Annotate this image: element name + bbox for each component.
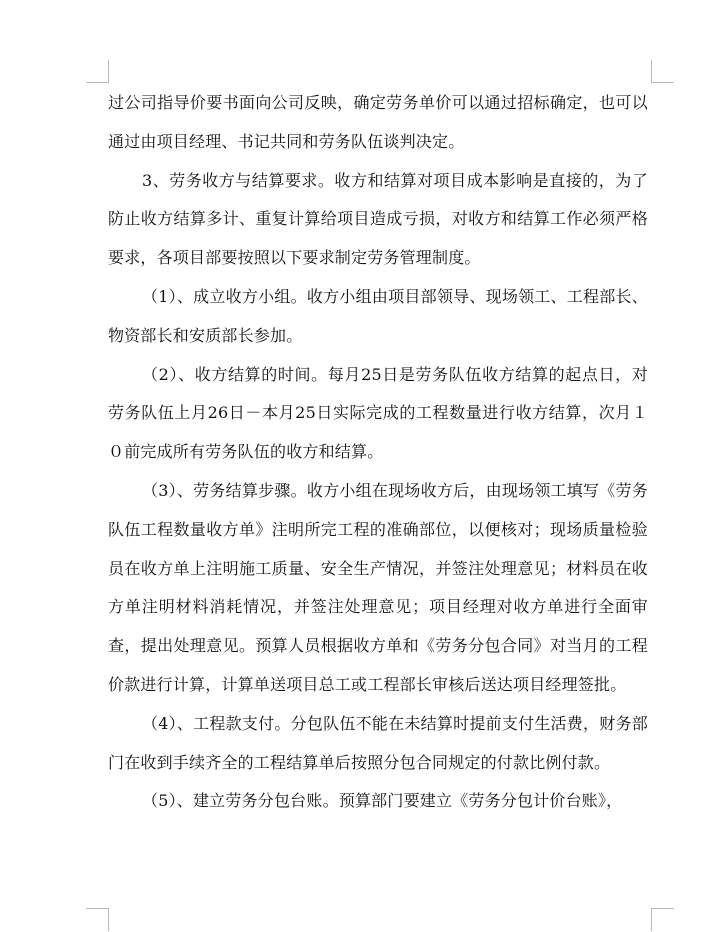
paragraph-1: 过公司指导价要书面向公司反映，确定劳务单价可以通过招标确定，也可以通过由项目经理、书记共同和劳务队伍谈判决定。 bbox=[108, 93, 648, 151]
paragraph-7: （5）、建立劳务分包台账。预算部门要建立《劳务分包计价台账》， bbox=[142, 791, 623, 811]
bottom-left-margin-mark bbox=[86, 908, 109, 931]
paragraph-5: （3）、劳务结算步骤。收方小组在现场收方后，由现场领工填写《劳务队伍工程数量收方单》注明所完工程的准确部位，以便核对；现场质量检验员在收方单上注明施工质量、安全生产情况，并签注处理意见；材料员在收方单注明材料消耗情况，并签注处理意见；项目经理对收方单进行全面审查，提出处理意见。预算人员根据收方单和《劳务分包合同》对当月的工程价款进行计算，计算单送项目总工或工程部长审核后送达项目经理签批。 bbox=[108, 480, 648, 694]
top-left-margin-mark bbox=[86, 60, 109, 83]
paragraph-4: （2）、收方结算的时间。每月25日是劳务队伍收方结算的起点日，对劳务队伍上月26日－本月25日实际完成的工程数量进行收方结算，次月１０前完成所有劳务队伍的收方和结算。 bbox=[108, 364, 648, 462]
paragraph-6: （4）、工程款支付。分包队伍不能在未结算时提前支付生活费，财务部门在收到手续齐全的工程结算单后按照分包合同规定的付款比例付款。 bbox=[108, 713, 648, 772]
bottom-right-margin-mark bbox=[651, 908, 674, 931]
document-body[interactable] bbox=[108, 84, 648, 821]
paragraph-3: （1）、成立收方小组。收方小组由项目部领导、现场领工、工程部长、物资部长和安质部长参加。 bbox=[108, 286, 648, 345]
top-right-margin-mark bbox=[651, 60, 674, 83]
paragraph-2: 3、劳务收方与结算要求。收方和结算对项目成本影响是直接的，为了防止收方结算多计、重复计算给项目造成亏损，对收方和结算工作必须严格要求，各项目部要按照以下要求制定劳务管理制度。 bbox=[108, 170, 648, 268]
